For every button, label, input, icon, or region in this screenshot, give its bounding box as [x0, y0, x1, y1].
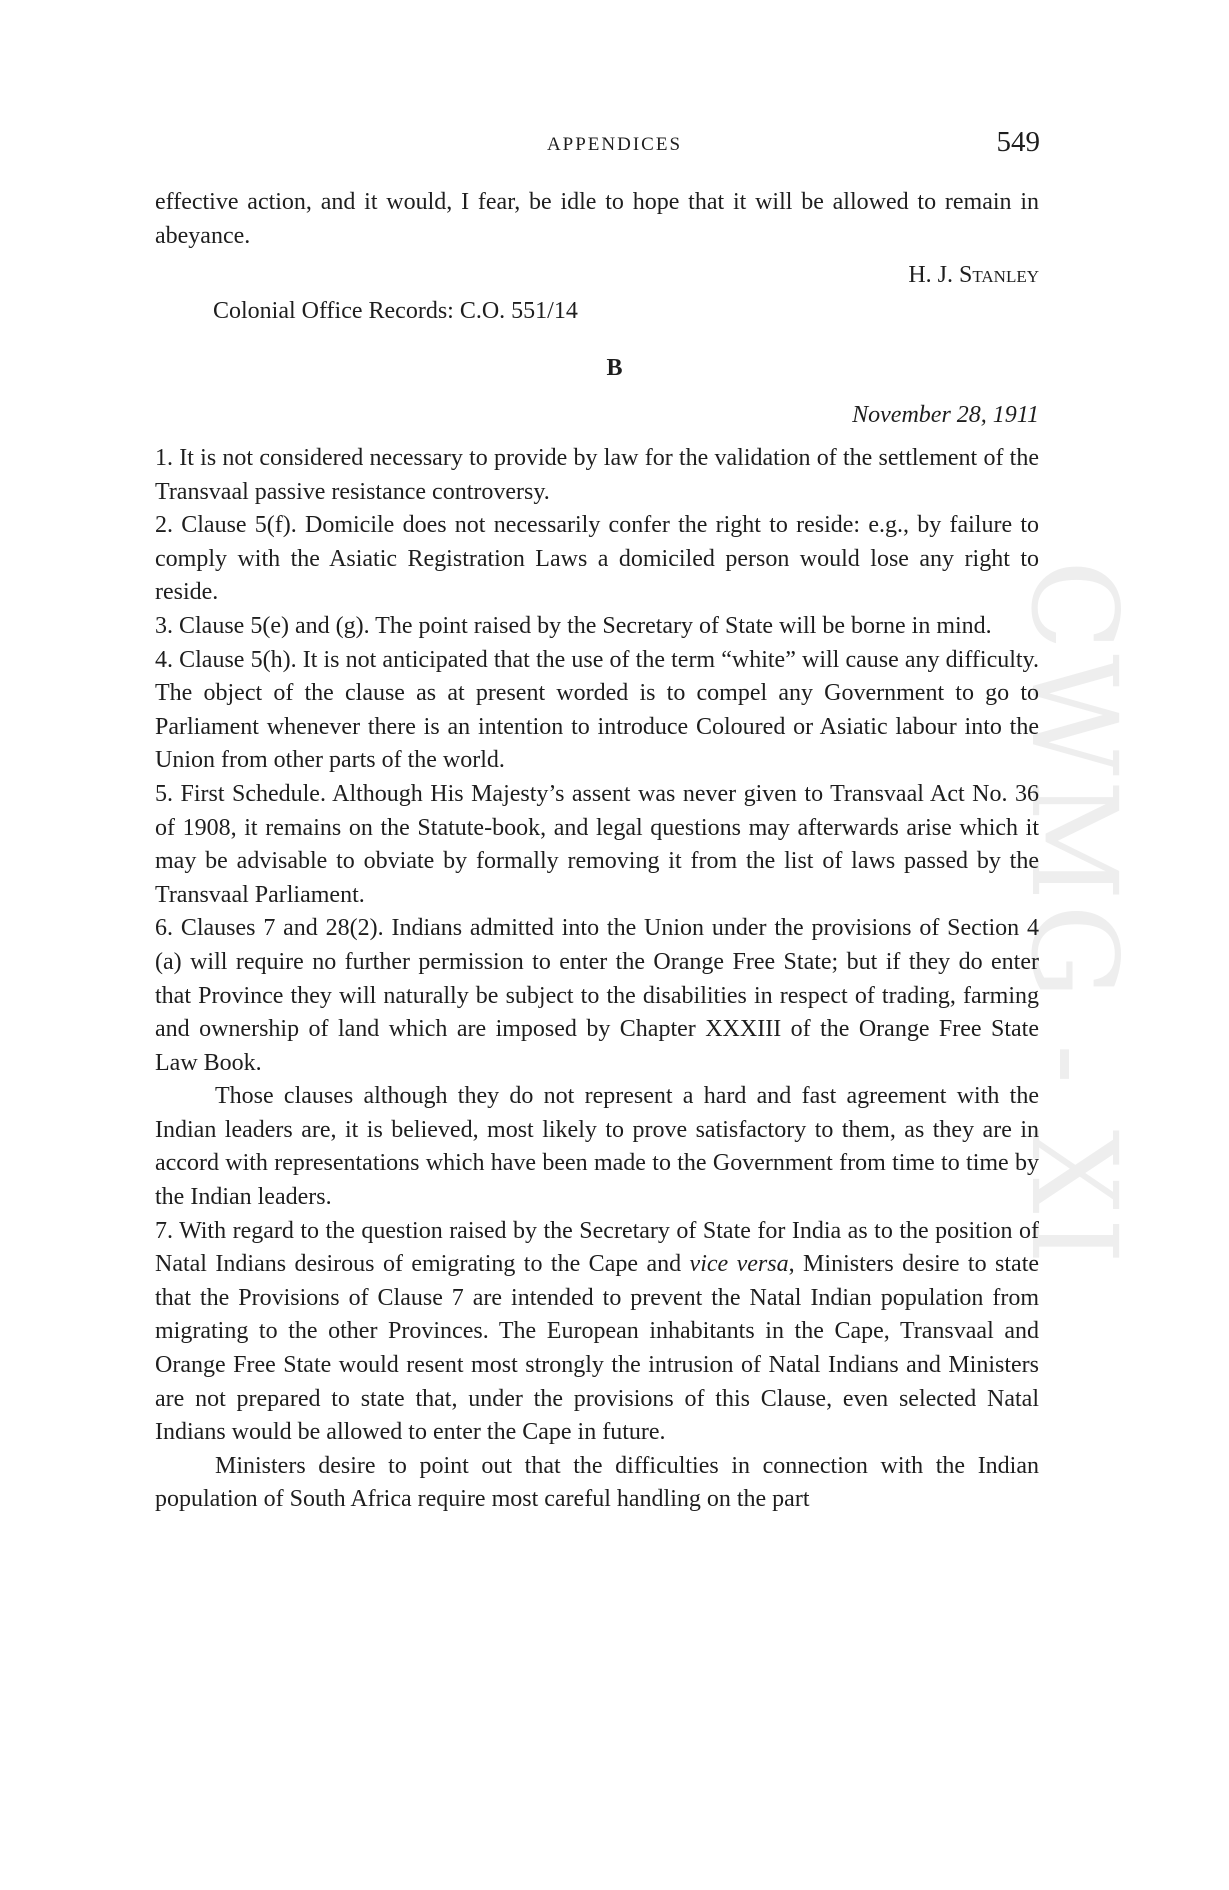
paragraph-clauses-note: Those clauses although they do not represent a hard and fast agreement with the Indian leaders are, it is believed, most likely to prove satisfactory to them, as they are in accord with representations which have been made to the Government from time to time by the Indian leaders. — [155, 1083, 1039, 1211]
paragraph-4: 4. Clause 5(h). It is not anticipated that the use of the term “white” will cause any difficulty. The object of the clause as at present worded is to compel any Government to go to Parliament whenever there is an intention to introduce Coloured or Asiatic labour into the Union from other parts of the world. — [155, 646, 1039, 774]
paragraph-7 — [155, 1215, 1039, 1450]
continuation-paragraph — [155, 186, 1039, 253]
paragraph-5: 5. First Schedule. Although His Majesty’s assent was never given to Transvaal Act No. 36 of 1908, it remains on the Statute-book, and legal questions may afterwards arise which it may be advisable to obviate by formally removing it from the list of laws passed by the Transvaal Parliament. — [155, 780, 1039, 908]
paragraph-3: 3. Clause 5(e) and (g). The point raised by the Secretary of State will be borne in mind. — [155, 612, 992, 639]
source-note: Colonial Office Records: C.O. 551/14 — [213, 298, 578, 324]
watermark: CWMG - XI — [1005, 560, 1143, 1269]
running-head: APPENDICES — [546, 134, 683, 155]
continuation-text: effective action, and it would, I fear, be idle to hope that it will be allowed to remain in abeyance. — [155, 189, 1039, 249]
section-heading: B — [606, 355, 623, 381]
paragraph-7-end: , Ministers desire to state that the Provisions of Clause 7 are intended to prevent the Natal Indian population from migrating to the other Provinces. The European inhabitants in the Cape, Transvaal and Orange Free State would resent most strongly the intrusion of Natal Indians and Ministers are not prepared to state that, under the provisions of this Clause, even selected Natal Indians would be allowed to enter the Cape in future. — [155, 1251, 1040, 1446]
final-paragraph: Ministers desire to point out that the difficulties in connection with the Indian population of South Africa require most careful handling on the part — [155, 1452, 1039, 1513]
paragraph-1: 1. It is not considered necessary to provide by law for the validation of the settlement of the Transvaal passive resistance controversy. — [155, 445, 1039, 505]
paragraph-7-start: 7. With regard to the question raised by the Secretary of State for India as to the position of Natal Indians desirous of emigrating to the Cape and — [155, 1217, 1039, 1278]
body-text — [155, 442, 1039, 1517]
paragraph-7-italic: vice versa — [689, 1251, 789, 1278]
paragraph-2: 2. Clause 5(f). Domicile does not necessarily confer the right to reside: e.g., by failure to comply with the Asiatic Registration Laws a domiciled person would lose any right to reside. — [155, 512, 1039, 606]
signature: H. J. Stanley — [908, 262, 1039, 288]
letter-date: November 28, 1911 — [852, 402, 1039, 428]
page-number: 549 — [996, 126, 1040, 158]
paragraph-6: 6. Clauses 7 and 28(2). Indians admitted into the Union under the provisions of Section 4 (a) will require no further permission to enter the Orange Free State; but if they do enter that Province they will naturally be subject to the disabilities in respect of trading, farming and ownership of land which are imposed by Chapter XXXIII of the Orange Free State Law Book. — [155, 915, 1039, 1076]
